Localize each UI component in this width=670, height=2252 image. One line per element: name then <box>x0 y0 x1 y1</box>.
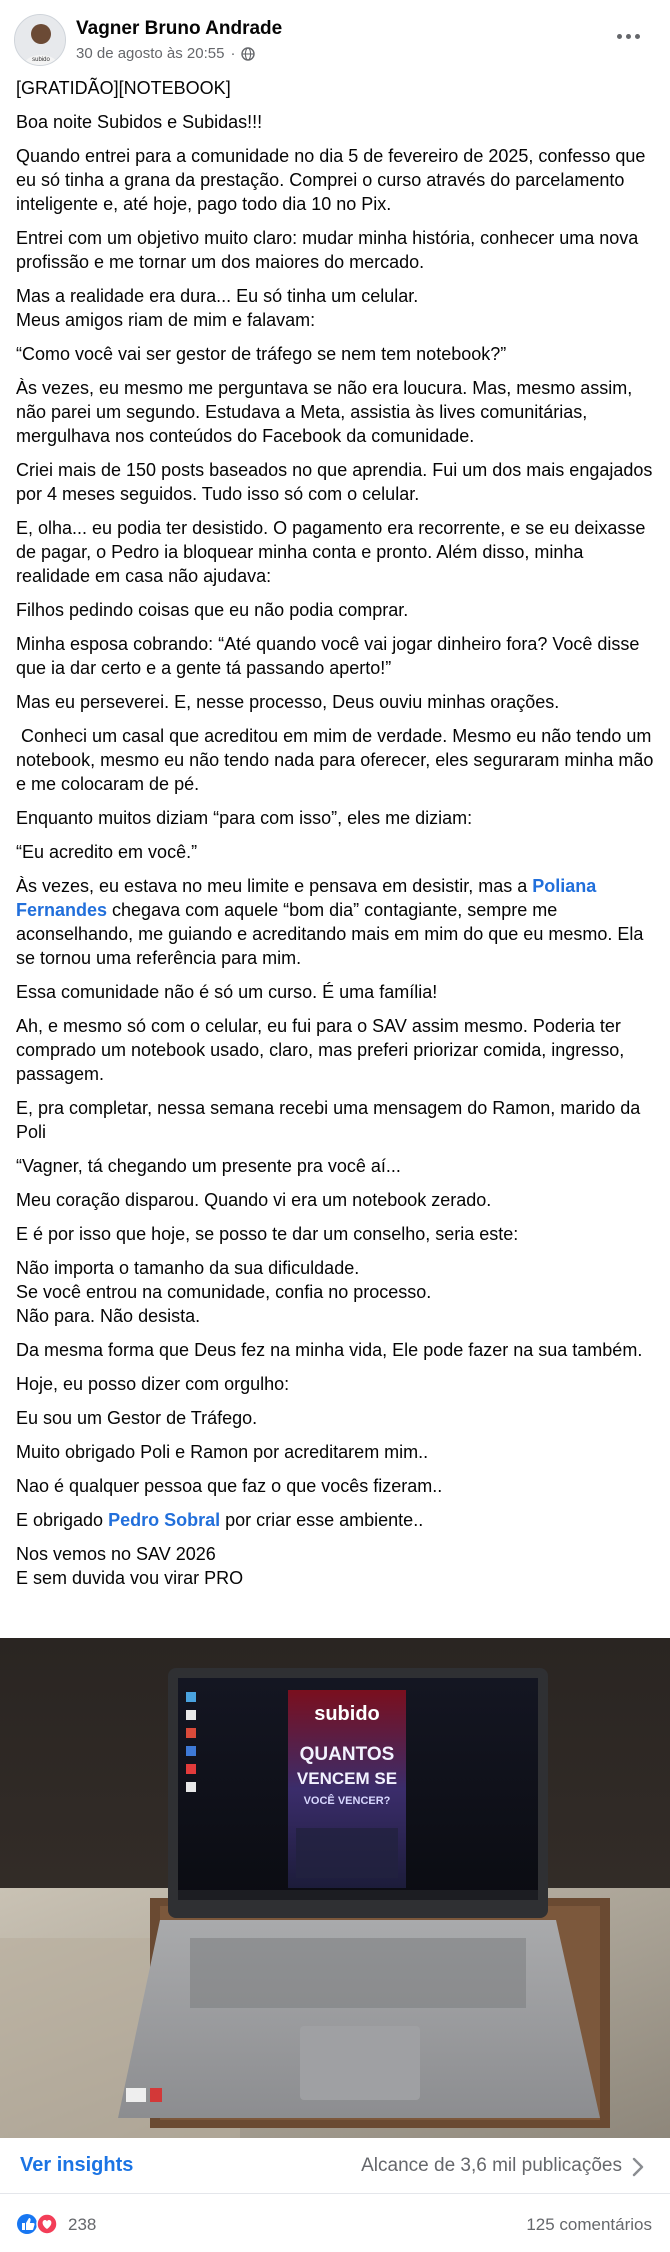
post-paragraph: Minha esposa cobrando: “Até quando você vai jogar dinheiro fora? Você disse que ia dar certo e a gente tá passando aperto!” <box>16 634 645 678</box>
post-paragraph: Às vezes, eu mesmo me perguntava se não era loucura. Mas, mesmo assim, não parei um segundo. Estudava a Meta, assistia às lives comunitárias, mergulhava nos conteúdos do Facebook da comunidade. <box>16 378 638 446</box>
post-paragraph: Da mesma forma que Deus fez na minha vida, Ele pode fazer na sua também. <box>16 1340 643 1360</box>
post-paragraph: E, olha... eu podia ter desistido. O pagamento era recorrente, e se eu deixasse de pagar, o Pedro ia bloquear minha conta e pronto. Além disso, minha realidade em casa não ajudava: <box>16 518 651 586</box>
poster-line-1: QUANTOS <box>299 1744 395 1765</box>
post-paragraph: Muito obrigado Poli e Ramon por acreditarem mim.. <box>16 1442 429 1462</box>
view-insights-link[interactable]: Ver insights <box>20 2154 134 2176</box>
post-paragraph: “Como você vai ser gestor de tráfego se nem tem notebook?” <box>16 344 507 364</box>
reaction-count[interactable]: 238 <box>68 2215 97 2234</box>
post-paragraph <box>16 874 656 970</box>
comments-count[interactable]: 125 comentários <box>526 2215 652 2234</box>
post-paragraph: Filhos pedindo coisas que eu não podia comprar. <box>16 600 409 620</box>
post-paragraph: Nos vemos no SAV 2026 E sem duvida vou virar PRO <box>16 1544 244 1588</box>
laptop-photo <box>0 1638 670 2138</box>
post-paragraph: Quando entrei para a comunidade no dia 5 de fevereiro de 2025, confesso que eu só tinha a grana da prestação. Comprei o curso através do parcelamento inteligente e, até hoje, pago todo dia 10 no Pix. <box>16 146 651 214</box>
post-photo[interactable] <box>0 1638 670 2138</box>
post-paragraph: Eu sou um Gestor de Tráfego. <box>16 1408 258 1428</box>
poster-line-2: VENCEM SE <box>296 1769 398 1788</box>
post-date[interactable]: 30 de agosto às 20:55 <box>76 45 225 62</box>
post-paragraph: “Eu acredito em você.” <box>16 842 198 862</box>
post-paragraph: [GRATIDÃO][NOTEBOOK] <box>16 78 231 98</box>
text-span: por criar esse ambiente.. <box>220 1510 424 1530</box>
mention-pedro-sobral[interactable]: Pedro Sobral <box>108 1510 221 1530</box>
post-paragraph: Conheci um casal que acreditou em mim de verdade. Mesmo eu não tendo um notebook, mesmo eu não tendo nada para oferecer, eles seguraram minha mão e me colocaram de pé. <box>16 726 659 794</box>
globe-icon <box>241 47 255 61</box>
post-author[interactable]: Vagner Bruno Andrade <box>76 18 283 39</box>
reach-text[interactable]: Alcance de 3,6 mil publicações <box>361 2155 622 2176</box>
post-paragraph: Hoje, eu posso dizer com orgulho: <box>16 1374 290 1394</box>
more-horizontal-icon[interactable] <box>610 22 646 50</box>
post-paragraph: E, pra completar, nessa semana recebi uma mensagem do Ramon, marido da Poli <box>16 1098 646 1142</box>
post-paragraph: Meu coração disparou. Quando vi era um notebook zerado. <box>16 1190 492 1210</box>
poster-line-3: VOCÊ VENCER? <box>303 1795 391 1807</box>
text-span: E obrigado <box>16 1510 109 1530</box>
mention-poliana-fernandes[interactable]: Poliana Fernandes <box>16 876 602 920</box>
post-paragraph: Mas eu perseverei. E, nesse processo, Deus ouviu minhas orações. <box>16 692 560 712</box>
text-span: Às vezes, eu estava no meu limite e pensava em desistir, mas a <box>16 876 533 896</box>
insights-bar <box>0 2138 670 2194</box>
post-text <box>16 76 659 1600</box>
post-meta <box>76 45 255 62</box>
avatar-shirt-text: subido <box>32 57 50 63</box>
post-paragraph: Enquanto muitos diziam “para com isso”, eles me diziam: <box>16 808 473 828</box>
avatar[interactable] <box>14 14 66 66</box>
poster-brand: subido <box>314 1703 380 1725</box>
chevron-right-icon[interactable] <box>628 2156 648 2178</box>
post-paragraph: Mas a realidade era dura... Eu só tinha um celular. Meus amigos riam de mim e falavam: <box>16 286 419 330</box>
post-paragraph: Criei mais de 150 posts baseados no que aprendia. Fui um dos mais engajados por 4 meses seguidos. Tudo isso só com o celular. <box>16 460 658 504</box>
avatar-image <box>15 15 66 66</box>
post-paragraph: E é por isso que hoje, se posso te dar um conselho, seria este: <box>16 1224 519 1244</box>
post-paragraph: Essa comunidade não é só um curso. É uma família! <box>16 982 438 1002</box>
post-paragraph <box>16 1508 656 1532</box>
reaction-icons[interactable] <box>16 2213 62 2235</box>
reactions-bar <box>0 2196 670 2252</box>
post-paragraph: “Vagner, tá chegando um presente pra você aí... <box>16 1156 401 1176</box>
post-paragraph: Boa noite Subidos e Subidas!!! <box>16 112 263 132</box>
post-paragraph: Entrei com um objetivo muito claro: mudar minha história, conhecer uma nova profissão e me tornar um dos maiores do mercado. <box>16 228 644 272</box>
post-paragraph: Não importa o tamanho da sua dificuldade. Se você entrou na comunidade, confia no processo. Não para. Não desista. <box>16 1258 432 1326</box>
post-paragraph: Nao é qualquer pessoa que faz o que vocês fizeram.. <box>16 1476 443 1496</box>
post-paragraph: Ah, e mesmo só com o celular, eu fui para o SAV assim mesmo. Poderia ter comprado um notebook usado, claro, mas preferi priorizar comida, ingresso, passagem. <box>16 1016 630 1084</box>
text-span: chegava com aquele “bom dia” contagiante, sempre me aconselhando, me guiando e acreditando mais em mim do que eu mesmo. Ela se tornou uma referência para mim. <box>16 900 649 968</box>
post-header <box>0 0 670 78</box>
meta-separator: · <box>230 45 236 62</box>
